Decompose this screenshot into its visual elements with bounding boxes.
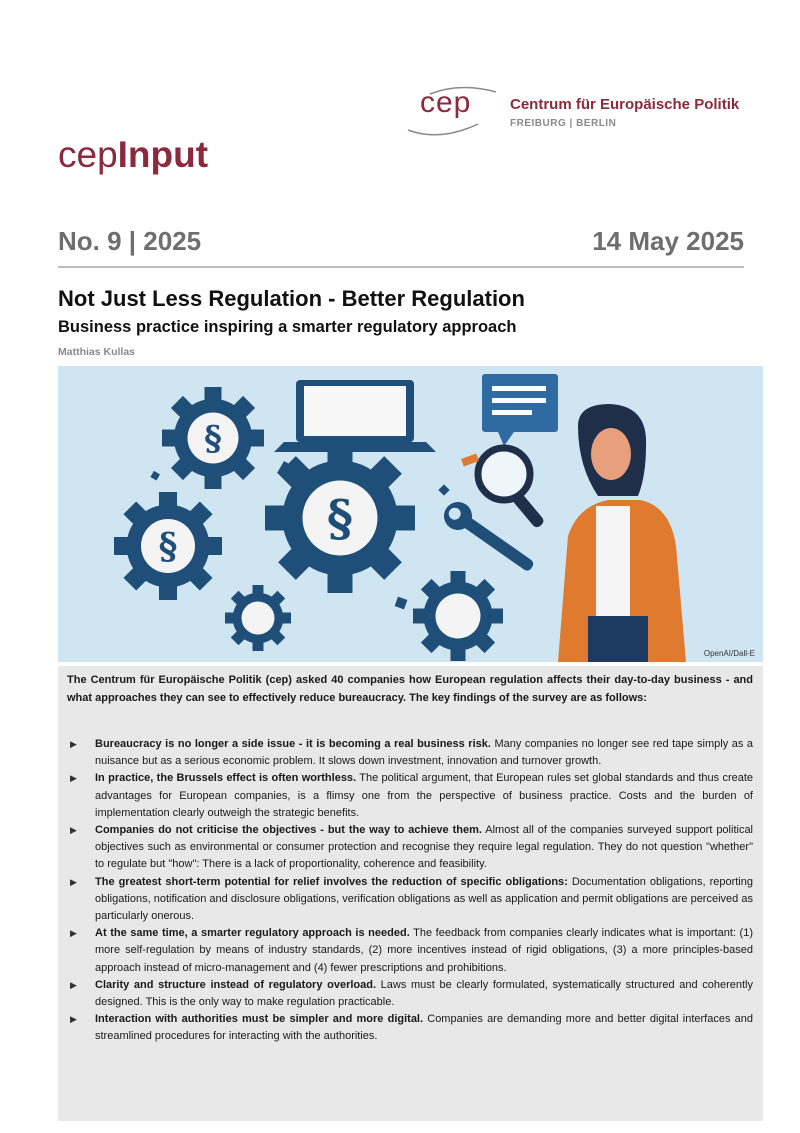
bullet-arrow-icon: ▶ — [70, 928, 77, 939]
list-item — [67, 736, 753, 770]
bullet-arrow-icon: ▶ — [70, 825, 77, 836]
svg-text:§: § — [204, 418, 222, 459]
bullet-arrow-icon: ▶ — [70, 876, 77, 887]
bullet-arrow-icon: ▶ — [70, 739, 77, 749]
logo-mark: cep — [420, 86, 472, 119]
finding-text: Documentation obligations, reporting obligations, notification and disclosure obligations, verification obligations as well as application and permit obligations are perceived as particularly onerous. — [95, 875, 753, 923]
finding-text: The feedback from companies clearly indicates what is important: (1) more self-regulation by means of industry standards, (2) more incentives instead of rigid obligations, (3) a more principles-based approach instead of micro-management and (4) fewer prescriptions and prohibitions. — [95, 927, 753, 974]
magnifier-icon — [478, 448, 545, 529]
document-icon — [482, 374, 558, 446]
person-illustration — [558, 404, 686, 662]
summary-intro: The Centrum für Europäische Politik (cep) asked 40 companies how European regulation affects their day-to-day business - and what approaches they can see to effectively reduce bureaucracy. The key findings of the survey are as follows: — [67, 674, 753, 704]
issue-number: No. 9 | 2025 — [58, 226, 202, 256]
hero-illustration — [58, 366, 763, 662]
finding-lead: Bureaucracy is no longer a side issue - it is becoming a real business risk. — [95, 738, 491, 750]
svg-text:§: § — [326, 488, 354, 548]
list-item — [67, 1011, 753, 1045]
gear-icon — [225, 585, 291, 651]
laptop-icon — [274, 380, 436, 452]
finding-lead: The greatest short-term potential for relief involves the reduction of specific obligations: — [95, 875, 568, 888]
cep-logo — [400, 84, 760, 140]
list-item — [67, 822, 753, 874]
finding-lead: Interaction with authorities must be simpler and more digital. — [95, 1013, 424, 1026]
finding-lead: In practice, the Brussels effect is often worthless. — [95, 772, 357, 785]
summary-box — [58, 666, 763, 1121]
finding-text: Companies are demanding more and better digital interfaces and streamlined procedures for interacting with the authorities. — [95, 1013, 753, 1043]
issue-date: 14 May 2025 — [592, 226, 744, 256]
finding-text: Many companies no longer see red tape simply as a nuisance but as a serious economic problem. It slows down investment, innovation and turnover growth. — [95, 738, 753, 768]
finding-lead: Companies do not criticise the objectives - but the way to achieve them. — [95, 824, 482, 837]
svg-text:§: § — [158, 525, 178, 568]
list-item — [67, 925, 753, 977]
series-prefix: cep — [58, 134, 118, 175]
findings-list — [67, 736, 753, 1046]
finding-text: Laws must be clearly formulated, systematically structured and coherently designed. This is the only way to make regulation practicable. — [95, 978, 753, 1009]
document-title: Not Just Less Regulation - Better Regulation — [58, 286, 525, 311]
list-item — [67, 977, 753, 1011]
list-item — [67, 874, 753, 926]
gear-icon — [114, 492, 222, 600]
illustration-graphic — [58, 366, 763, 662]
finding-lead: Clarity and structure instead of regulatory overload. — [95, 978, 377, 991]
issue-row — [58, 224, 744, 268]
logo-name: Centrum für Europäische Politik — [510, 96, 740, 113]
gear-icon — [162, 387, 264, 489]
gear-icon — [413, 571, 503, 661]
author: Matthias Kullas — [58, 346, 136, 358]
finding-text: The political argument, that European rules set global standards and thus create advantages for European companies, is a flimsy one from the perspective of business practice. Costs and the burden of implementation clearly outweigh the strategic benefits. — [95, 772, 754, 819]
series-name: Input — [117, 134, 209, 175]
finding-text: Almost all of the companies surveyed support political objectives such as environmental or consumer protection and recognise they require legal regulation. They do not question "whether" to regulate but "how": There is a lack of proportionality, coherence and feasibility. — [95, 824, 754, 871]
series-title — [58, 134, 208, 176]
bullet-arrow-icon: ▶ — [70, 979, 77, 990]
bullet-arrow-icon: ▶ — [70, 1014, 77, 1025]
document-subtitle: Business practice inspiring a smarter regulatory approach — [58, 318, 517, 336]
finding-lead: At the same time, a smarter regulatory approach is needed. — [95, 927, 410, 940]
list-item — [67, 770, 753, 822]
logo-cities: FREIBURG | BERLIN — [510, 118, 617, 129]
image-credit: OpenAI/Dall-E — [703, 649, 755, 658]
bullet-arrow-icon: ▶ — [70, 773, 77, 784]
